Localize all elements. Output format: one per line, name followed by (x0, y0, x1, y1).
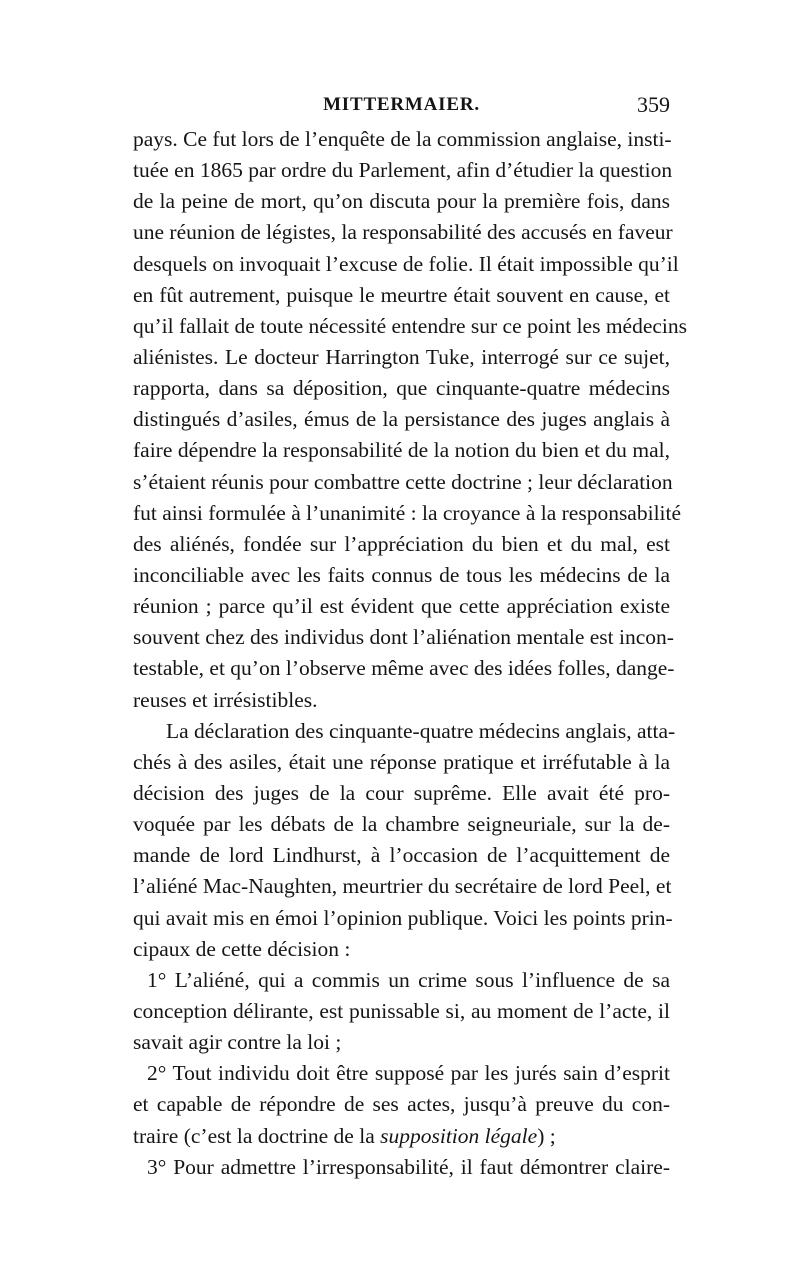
page-number: 359 (637, 92, 670, 117)
text-line: voquée par les débats de la chambre seigneuriale, sur la de- (133, 812, 670, 837)
text-line: en fût autrement, puisque le meurtre était souvent en cause, et (133, 282, 670, 307)
text-line: de la peine de mort, qu’on discuta pour la première fois, dans (133, 189, 670, 214)
text-line: et capable de répondre de ses actes, jusqu’à preuve du con- (133, 1092, 670, 1117)
body-text (133, 124, 688, 1183)
running-title: MITTERMAIER. (323, 94, 480, 115)
text-line: conception délirante, est punissable si, au moment de l’acte, il (133, 998, 670, 1023)
text-line: aliénistes. Le docteur Harrington Tuke, interrogé sur ce sujet, (133, 344, 670, 369)
text-line: pays. Ce fut lors de l’enquête de la commission anglaise, insti- (133, 127, 672, 151)
text-line: inconciliable avec les faits connus de tous les médecins de la (133, 562, 670, 587)
text-line (133, 1121, 670, 1152)
text-line: rapporta, dans sa déposition, que cinquante-quatre médecins (133, 376, 670, 401)
text-line: distingués d’asiles, émus de la persistance des juges anglais à (133, 407, 670, 432)
text-line: s’étaient réunis pour combattre cette doctrine ; leur déclaration (133, 469, 673, 494)
text-line: l’aliéné Mac-Naughten, meurtrier du secrétaire de lord Peel, et (133, 874, 672, 899)
text-run: traire (c’est la doctrine de la (133, 1123, 375, 1148)
text-line: chés à des asiles, était une réponse pratique et irréfutable à la (133, 749, 670, 774)
text-line: 2° Tout individu doit être supposé par les jurés sain d’esprit (147, 1061, 670, 1086)
text-run: ) ; (537, 1123, 556, 1148)
text-line: savait agir contre la loi ; (133, 1030, 342, 1055)
text-line: une réunion de légistes, la responsabilité des accusés en faveur (133, 220, 673, 245)
running-head (133, 90, 670, 120)
text-line: desquels on invoquait l’excuse de folie. Il était impossible qu’il (133, 251, 679, 276)
text-line: faire dépendre la responsabilité de la notion du bien et du mal, (133, 438, 670, 463)
text-line: 3° Pour admettre l’irresponsabilité, il faut démontrer claire- (147, 1154, 670, 1179)
text-line: des aliénés, fondée sur l’appréciation du bien et du mal, est (133, 531, 670, 556)
text-line: fut ainsi formulée à l’unanimité : la croyance à la responsabilité (133, 500, 682, 525)
text-line: reuses et irrésistibles. (133, 687, 318, 712)
text-line: La déclaration des cinquante-quatre médecins anglais, atta- (166, 718, 676, 743)
text-line: tuée en 1865 par ordre du Parlement, afin d’étudier la question (133, 158, 673, 183)
text-line: testable, et qu’on l’observe même avec des idées folles, dange- (133, 656, 675, 681)
text-line: réunion ; parce qu’il est évident que cette appréciation existe (133, 594, 670, 619)
text-line: mande de lord Lindhurst, à l’occasion de l’acquittement de (133, 843, 670, 868)
text-line: souvent chez des individus dont l’aliénation mentale est incon- (133, 625, 674, 650)
text-line: décision des juges de la cour suprême. Elle avait été pro- (133, 780, 670, 805)
text-line: qu’il fallait de toute nécessité entendre sur ce point les médecins (133, 313, 688, 338)
italic-term: supposition légale (380, 1123, 538, 1148)
text-line: cipaux de cette décision : (133, 936, 351, 961)
text-line: 1° L’aliéné, qui a commis un crime sous l’influence de sa (147, 967, 670, 992)
text-line: qui avait mis en émoi l’opinion publique. Voici les points prin- (133, 905, 673, 930)
